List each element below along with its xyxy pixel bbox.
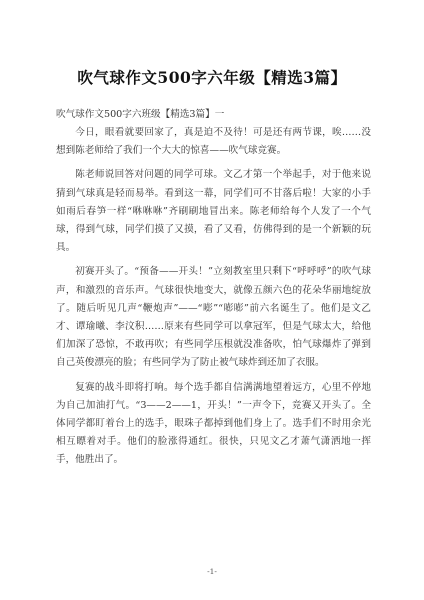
- document-title: 吹气球作文500字六年级【精选3篇】: [77, 68, 347, 87]
- page-number: -1-: [207, 567, 217, 576]
- document-body: [56, 124, 371, 476]
- paragraph-1: 今日，眼看就要回家了，真是迫不及待！可是还有两节课，唉……没想到陈老师给了我们一个大大的惊喜——吹气球竞赛。: [56, 127, 371, 157]
- document-subtitle: 吹气球作文500字六班级【精选3篇】一: [56, 109, 225, 120]
- paragraph-4: 复赛的战斗即将打响。每个选手都自信满满地望着远方，心里不停地为自己加油打气。“3——2——1，开头！”一声令下，竞赛又开头了。全体同学都盯着台上的选手，眼珠子都掉到他们身上了。选手们不时用余光相互瞟着对手。他们的脸涨得通红。很快，只见文乙才萧气潇洒地一挥手，他胜出了。: [56, 381, 371, 466]
- paragraph-3: 初赛开头了。“预备——开头！”立刻教室里只剩下“呼呼呼”的吹气球声，和激烈的音乐声。气球很快地变大，就像五颜六色的花朵华丽地绽放了。随后听见几声“鞭炮声”——“嘭”“嘭嘭”前六名诞生了。他们是文乙才、谭瑜曦、李汶积……原来有些同学可以拿冠军，但是气球太大，给他们加深了恐惊，不敢再吹；有些同学压根就没准备吹，怕气球爆炸了弹到自己英俊漂亮的脸；有些同学为了防止被气球炸到还加了衣服。: [56, 266, 371, 369]
- paragraph-2: 陈老师说回答对问题的同学可球。文乙才第一个举起手，对于他来说猜到气球真是轻而易举。看到这一幕，同学们可不甘落后啦！大家的小手如雨后春笋一样“咻咻咻”齐刷刷地冒出来。陈老师给每个人发了一个气球，得到气球，同学们摸了又摸，看了又看，仿佛得到的是一个新颖的玩具。: [56, 169, 371, 254]
